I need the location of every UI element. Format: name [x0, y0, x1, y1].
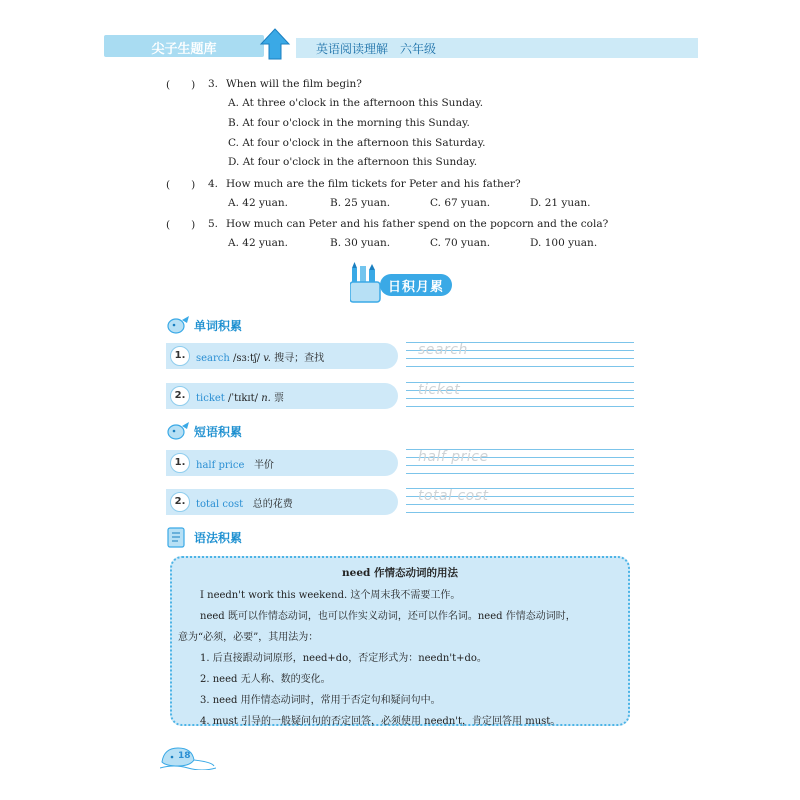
grammar-line: need 既可以作情态动词，也可以作实义动词，还可以作名词。need 作情态动词时，	[200, 611, 576, 622]
grammar-box-title: need 作情态动词的用法	[342, 567, 458, 579]
question-number: 5.	[208, 218, 219, 230]
option: D. 100 yuan.	[530, 237, 598, 249]
option: A. 42 yuan.	[228, 197, 289, 209]
mascot-icon	[166, 314, 190, 336]
option: B. 25 yuan.	[330, 197, 391, 209]
meaning: 票	[274, 393, 284, 404]
question-number: 3.	[208, 78, 219, 90]
word-pill-2	[166, 383, 398, 409]
phrase-pill-2	[166, 489, 398, 515]
writing-lines-1[interactable]	[406, 340, 634, 376]
word: search	[196, 353, 230, 364]
option: D. At four o'clock in the afternoon this Sunday.	[228, 156, 478, 168]
phonetic: /sɜːtʃ/	[233, 353, 261, 364]
phrase: half price	[196, 460, 245, 471]
book-icon	[166, 525, 188, 549]
item-number: 1.	[170, 453, 190, 473]
writing-lines-3[interactable]	[406, 447, 634, 483]
option: A. At three o'clock in the afternoon this Sunday.	[228, 97, 484, 109]
question-text: How much can Peter and his father spend on the popcorn and the cola?	[226, 218, 609, 230]
header-left-title: 尖子生题库	[151, 42, 217, 57]
word: ticket	[196, 393, 225, 404]
option: C. At four o'clock in the afternoon this Saturday.	[228, 137, 486, 149]
answer-paren[interactable]: ( )	[166, 219, 196, 231]
writing-lines-4[interactable]	[406, 486, 634, 522]
section-title-phrases: 短语积累	[194, 425, 243, 439]
trace-phrase: half price	[418, 449, 489, 465]
up-arrow-icon	[258, 27, 292, 61]
badge-label: 日积月累	[388, 280, 445, 295]
word-pill-1	[166, 343, 398, 369]
header-right-title: 英语阅读理解 六年级	[316, 42, 437, 56]
grammar-line: I needn't work this weekend. 这个周末我不需要工作。	[200, 590, 461, 601]
question-number: 4.	[208, 178, 219, 190]
section-title-words: 单词积累	[194, 319, 243, 333]
page-number: 18	[178, 751, 191, 761]
answer-paren[interactable]: ( )	[166, 79, 196, 91]
phrase: total cost	[196, 499, 244, 510]
item-number: 1.	[170, 346, 190, 366]
question-text: When will the film begin?	[226, 78, 362, 90]
option: D. 21 yuan.	[530, 197, 591, 209]
answer-paren[interactable]: ( )	[166, 179, 196, 191]
trace-word: search	[418, 342, 468, 358]
option: A. 42 yuan.	[228, 237, 289, 249]
grammar-line: 2. need 无人称、数的变化。	[200, 674, 331, 685]
trace-word: ticket	[418, 382, 461, 398]
header-left-banner	[104, 35, 264, 57]
grammar-line: 3. need 用作情态动词时，常用于否定句和疑问句中。	[200, 695, 441, 706]
option: C. 70 yuan.	[430, 237, 491, 249]
option: B. 30 yuan.	[330, 237, 391, 249]
grammar-line: 4. must 引导的一般疑问句的否定回答，必须使用 needn't，肯定回答用 must。	[200, 716, 561, 727]
phrase-pill-1	[166, 450, 398, 476]
item-number: 2.	[170, 386, 190, 406]
writing-lines-2[interactable]	[406, 380, 634, 416]
part-of-speech: n.	[261, 393, 271, 404]
header-right-banner	[296, 38, 698, 58]
trace-phrase: total cost	[418, 488, 489, 504]
meaning: 总的花费	[252, 499, 293, 510]
meaning: 搜寻；查找	[274, 353, 325, 364]
item-number: 2.	[170, 492, 190, 512]
section-title-grammar: 语法积累	[194, 531, 243, 545]
grammar-line: 意为“必须，必要”，其用法为：	[178, 632, 319, 643]
mascot-icon	[166, 420, 190, 442]
phonetic: /ˈtɪkɪt/	[228, 393, 258, 404]
part-of-speech: v.	[263, 353, 271, 364]
option: B. At four o'clock in the morning this Sunday.	[228, 117, 470, 129]
meaning: 半价	[253, 460, 274, 471]
grammar-line: 1. 后直接跟动词原形，need+do，否定形式为：needn't+do。	[200, 653, 487, 664]
option: C. 67 yuan.	[430, 197, 491, 209]
question-text: How much are the film tickets for Peter and his father?	[226, 178, 521, 190]
